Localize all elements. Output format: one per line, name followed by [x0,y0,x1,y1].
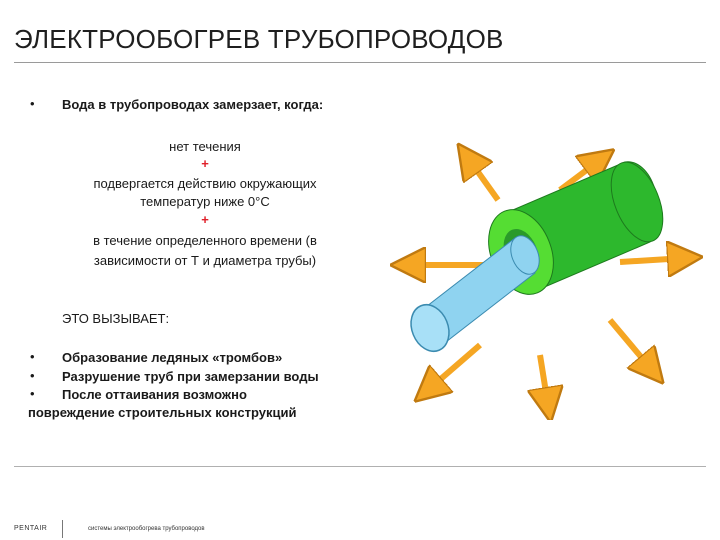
condition-time-b: зависимости от Т и диаметра трубы) [93,253,317,268]
consequence-2: Разрушение труб при замерзании воды [62,369,319,384]
footer-brand: PENTAIR [14,525,48,532]
bullet-intro: • [30,96,35,111]
consequence-3: После оттаивания возможно [62,387,247,402]
page-title: ЭЛЕКТРООБОГРЕВ ТРУБОПРОВОДОВ [14,24,504,54]
footer-caption: системы электрообогрева трубопроводов [88,526,205,532]
arrow-right [620,258,685,262]
plus-sign-1: + [201,156,209,171]
condition-temp-b: температур ниже 0°C [140,194,270,209]
inner-pipe [404,232,544,357]
arrow-up-left [468,158,498,200]
plus-sign-2: + [201,212,209,227]
arrow-down-mid [540,355,548,405]
consequence-1: Образование ледяных «тромбов» [62,350,283,365]
footer-separator [62,520,63,538]
footer-divider [14,466,706,467]
title-divider [14,62,706,63]
bullet-2: • [30,368,35,383]
condition-temp-a: подвергается действию окружающих [93,176,317,191]
intro-text: Вода в трубопроводах замерзает, когда: [62,97,324,112]
causes-heading: ЭТО ВЫЗЫВАЕТ: [62,311,170,326]
consequence-3-continuation: повреждение строительных конструкций [28,405,297,420]
heated-pipe-illustration [390,140,710,420]
bullet-1: • [30,349,35,364]
bullet-3: • [30,386,35,401]
condition-no-flow: нет течения [169,139,241,154]
condition-time-a: в течение определенного времени (в [93,233,317,248]
arrow-down-right [610,320,652,370]
